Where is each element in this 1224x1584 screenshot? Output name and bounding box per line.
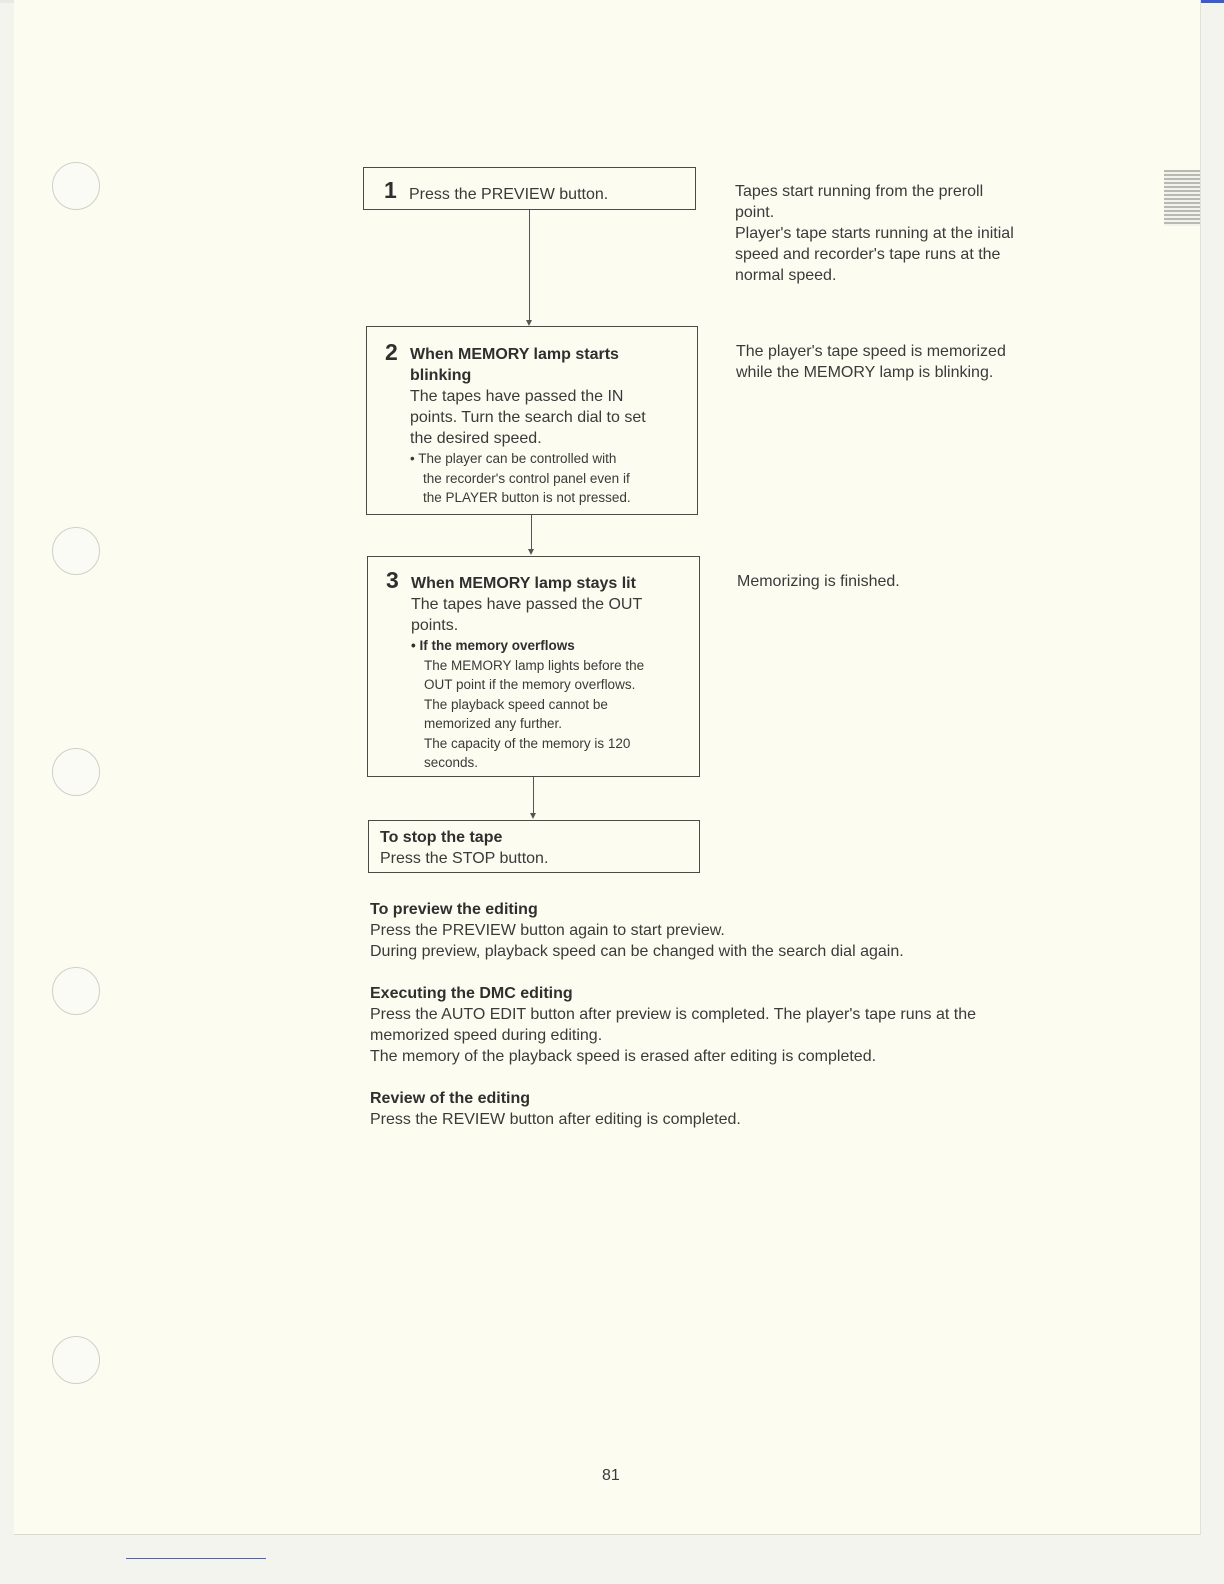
section-line: The memory of the playback speed is erased after editing is completed. xyxy=(370,1048,877,1065)
flow-connector xyxy=(529,210,530,320)
stop-tape-title: To stop the tape xyxy=(380,829,503,846)
section-execute xyxy=(370,983,1080,1067)
section-heading: Review of the editing xyxy=(370,1090,531,1107)
step-3-bullet-title: • If the memory overflows xyxy=(411,638,575,653)
flow-arrow xyxy=(528,549,534,555)
page-number: 81 xyxy=(602,1467,620,1484)
section-review xyxy=(370,1088,1080,1130)
flow-connector xyxy=(531,515,532,549)
step-2-bullet-line: the PLAYER button is not pressed. xyxy=(423,490,631,505)
step-2-title: blinking xyxy=(410,367,472,384)
step-2-box xyxy=(366,326,698,515)
step-2-content xyxy=(410,344,695,508)
binder-hole xyxy=(52,967,100,1015)
section-index-tab xyxy=(1164,170,1200,226)
step-3-body-line: points. xyxy=(411,617,459,634)
note-line: while the MEMORY lamp is blinking. xyxy=(736,364,994,381)
section-heading: Executing the DMC editing xyxy=(370,985,573,1002)
step-1-box xyxy=(363,167,696,210)
flow-connector xyxy=(533,777,534,813)
stop-tape-content xyxy=(380,827,680,869)
section-preview xyxy=(370,899,1080,962)
step-2-bullet-line: • The player can be controlled with xyxy=(410,451,617,466)
step-3-bullet-line: The MEMORY lamp lights before the xyxy=(424,657,645,673)
step-3-body-line: The tapes have passed the OUT xyxy=(411,596,643,613)
note-line: The player's tape speed is memorized xyxy=(736,343,1006,360)
step-2-title: When MEMORY lamp starts xyxy=(410,346,619,363)
step-2-bullet-line: the recorder's control panel even if xyxy=(423,470,630,486)
section-heading: To preview the editing xyxy=(370,901,538,918)
step-3-note xyxy=(737,571,1077,592)
binder-hole xyxy=(52,748,100,796)
step-2-body-line: the desired speed. xyxy=(410,430,542,447)
bottom-rule xyxy=(126,1558,266,1559)
step-3-bullet-line: seconds. xyxy=(424,755,479,770)
note-line: Tapes start running from the preroll xyxy=(735,183,984,200)
step-3-bullet-line: OUT point if the memory overflows. xyxy=(424,677,636,692)
section-line: Press the REVIEW button after editing is completed. xyxy=(370,1111,741,1128)
step-1-text: Press the PREVIEW button. xyxy=(409,186,609,203)
step-2-body-line: The tapes have passed the IN xyxy=(410,388,624,405)
note-line: point. xyxy=(735,204,775,221)
flow-arrow xyxy=(530,813,536,819)
step-3-box xyxy=(367,556,700,777)
step-2-note xyxy=(736,341,1076,383)
stop-tape-box xyxy=(368,820,700,873)
step-2-body-line: points. Turn the search dial to set xyxy=(410,409,646,426)
note-line: Memorizing is finished. xyxy=(737,573,900,590)
step-1-note xyxy=(735,181,1075,286)
binder-hole xyxy=(52,162,100,210)
step-3-bullet-line: memorized any further. xyxy=(424,716,563,731)
step-3-bullet-line: The capacity of the memory is 120 xyxy=(424,735,631,751)
note-line: Player's tape starts running at the initial xyxy=(735,225,1014,242)
stop-tape-text: Press the STOP button. xyxy=(380,850,549,867)
step-3-content xyxy=(411,573,699,773)
step-1-number: 1 xyxy=(384,177,397,203)
section-line: Press the AUTO EDIT button after preview is completed. The player's tape runs at the xyxy=(370,1006,977,1023)
binder-hole xyxy=(52,527,100,575)
note-line: normal speed. xyxy=(735,267,837,284)
step-3-number: 3 xyxy=(386,567,399,593)
step-2-number: 2 xyxy=(385,339,398,365)
step-3-title: When MEMORY lamp stays lit xyxy=(411,575,636,592)
section-line: During preview, playback speed can be changed with the search dial again. xyxy=(370,943,904,960)
section-line: memorized speed during editing. xyxy=(370,1027,603,1044)
binder-hole xyxy=(52,1336,100,1384)
section-line: Press the PREVIEW button again to start preview. xyxy=(370,922,725,939)
note-line: speed and recorder's tape runs at the xyxy=(735,246,1001,263)
step-3-bullet-line: The playback speed cannot be xyxy=(424,696,608,712)
